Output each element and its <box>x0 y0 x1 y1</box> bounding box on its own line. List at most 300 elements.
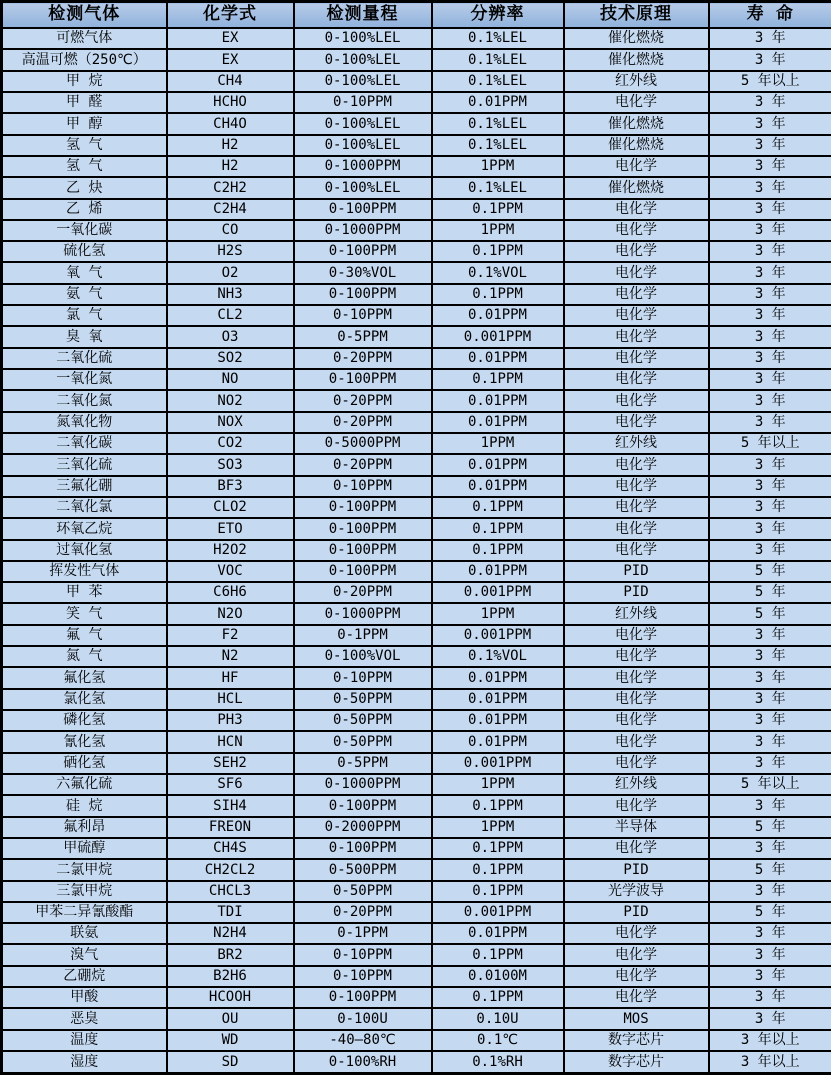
cell-technology-principle: 电化学 <box>564 795 709 816</box>
cell-detection-range: 0-100%LEL <box>294 177 432 198</box>
cell-resolution: 0.1PPM <box>432 795 564 816</box>
cell-technology-principle: 电化学 <box>564 476 709 497</box>
cell-gas-name: 溴气 <box>2 944 167 965</box>
cell-chemical-formula: B2H6 <box>167 966 294 987</box>
cell-lifespan: 3 年 <box>709 966 831 987</box>
cell-chemical-formula: BF3 <box>167 476 294 497</box>
table-body <box>2 28 831 1074</box>
cell-technology-principle: 电化学 <box>564 241 709 262</box>
cell-gas-name: 二氯甲烷 <box>2 859 167 880</box>
cell-chemical-formula: SD <box>167 1051 294 1074</box>
cell-resolution: 0.1%LEL <box>432 135 564 156</box>
cell-gas-name: 甲 醛 <box>2 92 167 113</box>
cell-gas-name: 湿度 <box>2 1051 167 1074</box>
cell-gas-name: 温度 <box>2 1030 167 1051</box>
cell-technology-principle: 红外线 <box>564 71 709 92</box>
cell-chemical-formula: SF6 <box>167 774 294 795</box>
cell-technology-principle: 电化学 <box>564 284 709 305</box>
cell-resolution: 1PPM <box>432 220 564 241</box>
cell-gas-name: 联氨 <box>2 923 167 944</box>
table-row <box>2 113 831 134</box>
cell-resolution: 0.1%LEL <box>432 49 564 70</box>
cell-chemical-formula: CH2CL2 <box>167 859 294 880</box>
table-row <box>2 731 831 752</box>
cell-chemical-formula: HCOOH <box>167 987 294 1008</box>
cell-technology-principle: 电化学 <box>564 838 709 859</box>
cell-lifespan: 3 年 <box>709 454 831 475</box>
cell-technology-principle: 催化燃烧 <box>564 28 709 49</box>
cell-detection-range: 0-100PPM <box>294 497 432 518</box>
cell-gas-name: 乙 炔 <box>2 177 167 198</box>
cell-detection-range: 0-100PPM <box>294 518 432 539</box>
cell-chemical-formula: H2O2 <box>167 540 294 561</box>
cell-detection-range: 0-1000PPM <box>294 774 432 795</box>
table-row <box>2 348 831 369</box>
cell-chemical-formula: EX <box>167 49 294 70</box>
cell-technology-principle: 电化学 <box>564 667 709 688</box>
cell-technology-principle: 光学波导 <box>564 881 709 902</box>
table-row <box>2 582 831 603</box>
cell-detection-range: 0-20PPM <box>294 348 432 369</box>
cell-lifespan: 5 年 <box>709 817 831 838</box>
cell-chemical-formula: VOC <box>167 561 294 582</box>
cell-resolution: 0.1PPM <box>432 944 564 965</box>
cell-gas-name: 笑 气 <box>2 603 167 624</box>
cell-lifespan: 5 年 <box>709 582 831 603</box>
cell-gas-name: 六氟化硫 <box>2 774 167 795</box>
cell-lifespan: 3 年 <box>709 92 831 113</box>
cell-gas-name: 氮氧化物 <box>2 412 167 433</box>
cell-chemical-formula: CO2 <box>167 433 294 454</box>
cell-chemical-formula: NH3 <box>167 284 294 305</box>
cell-gas-name: 高温可燃（250℃） <box>2 49 167 70</box>
cell-lifespan: 3 年 <box>709 135 831 156</box>
cell-detection-range: 0-50PPM <box>294 731 432 752</box>
cell-chemical-formula: O2 <box>167 262 294 283</box>
table-row <box>2 987 831 1008</box>
cell-resolution: 0.1PPM <box>432 199 564 220</box>
cell-detection-range: 0-50PPM <box>294 710 432 731</box>
cell-gas-name: 三氟化硼 <box>2 476 167 497</box>
cell-chemical-formula: H2 <box>167 135 294 156</box>
table-row <box>2 241 831 262</box>
cell-detection-range: 0-1PPM <box>294 625 432 646</box>
cell-chemical-formula: CL2 <box>167 305 294 326</box>
cell-chemical-formula: CHCL3 <box>167 881 294 902</box>
cell-technology-principle: PID <box>564 582 709 603</box>
table-row <box>2 92 831 113</box>
cell-detection-range: 0-20PPM <box>294 390 432 411</box>
cell-gas-name: 乙硼烷 <box>2 966 167 987</box>
cell-lifespan: 3 年 <box>709 262 831 283</box>
table-row <box>2 28 831 49</box>
table-row <box>2 902 831 923</box>
cell-resolution: 0.1%LEL <box>432 28 564 49</box>
cell-technology-principle: 电化学 <box>564 220 709 241</box>
cell-resolution: 0.1PPM <box>432 241 564 262</box>
table-row <box>2 625 831 646</box>
cell-resolution: 0.1℃ <box>432 1030 564 1051</box>
cell-resolution: 0.01PPM <box>432 92 564 113</box>
table-row <box>2 518 831 539</box>
cell-lifespan: 5 年 <box>709 603 831 624</box>
cell-gas-name: 硫化氢 <box>2 241 167 262</box>
cell-gas-name: 氟 气 <box>2 625 167 646</box>
cell-technology-principle: 红外线 <box>564 433 709 454</box>
cell-detection-range: 0-100PPM <box>294 241 432 262</box>
cell-chemical-formula: TDI <box>167 902 294 923</box>
table-row <box>2 710 831 731</box>
cell-resolution: 0.01PPM <box>432 348 564 369</box>
cell-detection-range: 0-50PPM <box>294 881 432 902</box>
cell-detection-range: 0-10PPM <box>294 305 432 326</box>
cell-technology-principle: 电化学 <box>564 518 709 539</box>
cell-resolution: 0.1PPM <box>432 369 564 390</box>
cell-detection-range: 0-20PPM <box>294 582 432 603</box>
cell-technology-principle: 电化学 <box>564 390 709 411</box>
cell-lifespan: 3 年 <box>709 518 831 539</box>
cell-chemical-formula: HCL <box>167 689 294 710</box>
cell-lifespan: 3 年 <box>709 944 831 965</box>
cell-gas-name: 二氧化硫 <box>2 348 167 369</box>
cell-gas-name: 可燃气体 <box>2 28 167 49</box>
header-cell-lifespan: 寿 命 <box>709 2 831 29</box>
cell-technology-principle: 电化学 <box>564 305 709 326</box>
cell-technology-principle: 电化学 <box>564 710 709 731</box>
cell-gas-name: 氮 气 <box>2 646 167 667</box>
cell-chemical-formula: NOX <box>167 412 294 433</box>
cell-resolution: 0.1PPM <box>432 518 564 539</box>
cell-technology-principle: 电化学 <box>564 348 709 369</box>
cell-lifespan: 5 年以上 <box>709 774 831 795</box>
cell-detection-range: 0-30%VOL <box>294 262 432 283</box>
cell-resolution: 0.001PPM <box>432 625 564 646</box>
cell-gas-name: 氢 气 <box>2 135 167 156</box>
cell-gas-name: 磷化氢 <box>2 710 167 731</box>
cell-technology-principle: 电化学 <box>564 646 709 667</box>
cell-chemical-formula: CO <box>167 220 294 241</box>
cell-technology-principle: 电化学 <box>564 326 709 347</box>
cell-resolution: 0.1%LEL <box>432 177 564 198</box>
cell-technology-principle: 电化学 <box>564 731 709 752</box>
cell-chemical-formula: F2 <box>167 625 294 646</box>
table-row <box>2 667 831 688</box>
cell-technology-principle: 电化学 <box>564 540 709 561</box>
table-row <box>2 923 831 944</box>
cell-gas-name: 环氧乙烷 <box>2 518 167 539</box>
cell-lifespan: 3 年 <box>709 1008 831 1029</box>
cell-detection-range: 0-50PPM <box>294 689 432 710</box>
cell-technology-principle: 电化学 <box>564 369 709 390</box>
cell-lifespan: 3 年 <box>709 476 831 497</box>
cell-lifespan: 3 年 <box>709 49 831 70</box>
table-row <box>2 753 831 774</box>
cell-technology-principle: 数字芯片 <box>564 1051 709 1074</box>
cell-chemical-formula: SO2 <box>167 348 294 369</box>
table-row <box>2 774 831 795</box>
cell-detection-range: 0-20PPM <box>294 412 432 433</box>
cell-lifespan: 3 年 <box>709 923 831 944</box>
cell-detection-range: 0-100PPM <box>294 369 432 390</box>
cell-detection-range: 0-1000PPM <box>294 220 432 241</box>
cell-technology-principle: 电化学 <box>564 966 709 987</box>
cell-detection-range: 0-100U <box>294 1008 432 1029</box>
cell-gas-name: 三氧化硫 <box>2 454 167 475</box>
cell-resolution: 0.01PPM <box>432 731 564 752</box>
cell-lifespan: 3 年 <box>709 305 831 326</box>
cell-technology-principle: 电化学 <box>564 944 709 965</box>
cell-gas-name: 二氧化氯 <box>2 497 167 518</box>
cell-technology-principle: 数字芯片 <box>564 1030 709 1051</box>
cell-technology-principle: 电化学 <box>564 199 709 220</box>
cell-detection-range: 0-1000PPM <box>294 156 432 177</box>
cell-detection-range: 0-100PPM <box>294 838 432 859</box>
table-row <box>2 540 831 561</box>
cell-lifespan: 3 年 <box>709 667 831 688</box>
cell-detection-range: 0-100%VOL <box>294 646 432 667</box>
cell-chemical-formula: O3 <box>167 326 294 347</box>
cell-technology-principle: PID <box>564 902 709 923</box>
cell-detection-range: 0-2000PPM <box>294 817 432 838</box>
cell-gas-name: 甲 苯 <box>2 582 167 603</box>
cell-gas-name: 过氧化氢 <box>2 540 167 561</box>
cell-lifespan: 3 年 <box>709 28 831 49</box>
cell-resolution: 0.01PPM <box>432 689 564 710</box>
table-row <box>2 881 831 902</box>
cell-technology-principle: 电化学 <box>564 923 709 944</box>
cell-gas-name: 氧 气 <box>2 262 167 283</box>
cell-resolution: 0.1%VOL <box>432 262 564 283</box>
cell-chemical-formula: ETO <box>167 518 294 539</box>
cell-technology-principle: 催化燃烧 <box>564 135 709 156</box>
cell-gas-name: 氢 气 <box>2 156 167 177</box>
cell-technology-principle: 电化学 <box>564 987 709 1008</box>
cell-technology-principle: PID <box>564 561 709 582</box>
cell-chemical-formula: CH4S <box>167 838 294 859</box>
cell-resolution: 0.1PPM <box>432 540 564 561</box>
cell-gas-name: 乙 烯 <box>2 199 167 220</box>
table-row <box>2 966 831 987</box>
cell-technology-principle: 电化学 <box>564 625 709 646</box>
cell-technology-principle: 电化学 <box>564 454 709 475</box>
cell-lifespan: 3 年 <box>709 710 831 731</box>
cell-resolution: 0.001PPM <box>432 902 564 923</box>
cell-chemical-formula: H2S <box>167 241 294 262</box>
cell-resolution: 1PPM <box>432 817 564 838</box>
cell-chemical-formula: SO3 <box>167 454 294 475</box>
table-row <box>2 1051 831 1074</box>
cell-resolution: 0.1PPM <box>432 881 564 902</box>
cell-detection-range: 0-5PPM <box>294 326 432 347</box>
cell-gas-name: 硒化氢 <box>2 753 167 774</box>
table-row <box>2 689 831 710</box>
table-row <box>2 476 831 497</box>
cell-detection-range: 0-100PPM <box>294 987 432 1008</box>
cell-detection-range: 0-10PPM <box>294 944 432 965</box>
cell-lifespan: 5 年 <box>709 561 831 582</box>
cell-detection-range: 0-10PPM <box>294 966 432 987</box>
cell-resolution: 0.001PPM <box>432 326 564 347</box>
cell-chemical-formula: C6H6 <box>167 582 294 603</box>
cell-chemical-formula: C2H4 <box>167 199 294 220</box>
cell-lifespan: 3 年 <box>709 497 831 518</box>
cell-technology-principle: MOS <box>564 1008 709 1029</box>
header-cell-chemical-formula: 化学式 <box>167 2 294 29</box>
cell-lifespan: 5 年以上 <box>709 71 831 92</box>
cell-technology-principle: PID <box>564 859 709 880</box>
table-row <box>2 795 831 816</box>
cell-detection-range: 0-100%LEL <box>294 113 432 134</box>
cell-gas-name: 一氧化碳 <box>2 220 167 241</box>
cell-chemical-formula: WD <box>167 1030 294 1051</box>
cell-detection-range: 0-1PPM <box>294 923 432 944</box>
cell-lifespan: 3 年 <box>709 540 831 561</box>
table-header <box>2 2 831 29</box>
cell-detection-range: 0-10PPM <box>294 476 432 497</box>
table-row <box>2 412 831 433</box>
cell-technology-principle: 电化学 <box>564 497 709 518</box>
cell-technology-principle: 电化学 <box>564 689 709 710</box>
cell-technology-principle: 电化学 <box>564 262 709 283</box>
cell-resolution: 0.001PPM <box>432 582 564 603</box>
table-row <box>2 177 831 198</box>
cell-chemical-formula: SEH2 <box>167 753 294 774</box>
cell-lifespan: 3 年 <box>709 753 831 774</box>
cell-lifespan: 3 年 <box>709 731 831 752</box>
cell-chemical-formula: OU <box>167 1008 294 1029</box>
cell-lifespan: 3 年 <box>709 838 831 859</box>
cell-detection-range: 0-20PPM <box>294 454 432 475</box>
cell-gas-name: 一氧化氮 <box>2 369 167 390</box>
table-row <box>2 497 831 518</box>
cell-gas-name: 甲 烷 <box>2 71 167 92</box>
cell-technology-principle: 红外线 <box>564 774 709 795</box>
cell-detection-range: 0-100PPM <box>294 561 432 582</box>
cell-gas-name: 氯化氢 <box>2 689 167 710</box>
cell-lifespan: 3 年以上 <box>709 1051 831 1074</box>
header-cell-gas-name: 检测气体 <box>2 2 167 29</box>
table-row <box>2 220 831 241</box>
cell-gas-name: 氟利昂 <box>2 817 167 838</box>
header-cell-detection-range: 检测量程 <box>294 2 432 29</box>
table-row <box>2 603 831 624</box>
cell-resolution: 0.10U <box>432 1008 564 1029</box>
cell-detection-range: 0-100PPM <box>294 795 432 816</box>
cell-detection-range: 0-100%LEL <box>294 28 432 49</box>
cell-resolution: 0.01PPM <box>432 412 564 433</box>
cell-technology-principle: 催化燃烧 <box>564 177 709 198</box>
cell-resolution: 0.1%RH <box>432 1051 564 1074</box>
cell-detection-range: 0-1000PPM <box>294 603 432 624</box>
cell-gas-name: 恶臭 <box>2 1008 167 1029</box>
cell-detection-range: 0-100PPM <box>294 284 432 305</box>
cell-lifespan: 3 年 <box>709 390 831 411</box>
cell-technology-principle: 半导体 <box>564 817 709 838</box>
cell-technology-principle: 红外线 <box>564 603 709 624</box>
cell-resolution: 1PPM <box>432 433 564 454</box>
table-row <box>2 369 831 390</box>
table-row <box>2 838 831 859</box>
table-row <box>2 135 831 156</box>
cell-gas-name: 二氧化氮 <box>2 390 167 411</box>
cell-lifespan: 3 年 <box>709 369 831 390</box>
table-row <box>2 859 831 880</box>
cell-lifespan: 3 年 <box>709 241 831 262</box>
cell-lifespan: 3 年 <box>709 220 831 241</box>
table-row <box>2 944 831 965</box>
table-row <box>2 284 831 305</box>
table-row <box>2 71 831 92</box>
header-cell-technology-principle: 技术原理 <box>564 2 709 29</box>
cell-detection-range: 0-100PPM <box>294 199 432 220</box>
cell-chemical-formula: HF <box>167 667 294 688</box>
cell-lifespan: 3 年 <box>709 646 831 667</box>
cell-chemical-formula: CH4O <box>167 113 294 134</box>
cell-resolution: 1PPM <box>432 603 564 624</box>
cell-gas-name: 挥发性气体 <box>2 561 167 582</box>
cell-gas-name: 氟化氢 <box>2 667 167 688</box>
cell-chemical-formula: BR2 <box>167 944 294 965</box>
cell-lifespan: 5 年 <box>709 859 831 880</box>
cell-resolution: 0.0100M <box>432 966 564 987</box>
cell-gas-name: 甲酸 <box>2 987 167 1008</box>
cell-chemical-formula: SIH4 <box>167 795 294 816</box>
cell-gas-name: 硅 烷 <box>2 795 167 816</box>
cell-resolution: 0.1PPM <box>432 838 564 859</box>
cell-detection-range: 0-100%LEL <box>294 49 432 70</box>
cell-chemical-formula: C2H2 <box>167 177 294 198</box>
cell-resolution: 0.1%LEL <box>432 71 564 92</box>
cell-lifespan: 5 年 <box>709 902 831 923</box>
cell-resolution: 0.1PPM <box>432 284 564 305</box>
cell-lifespan: 3 年 <box>709 199 831 220</box>
cell-lifespan: 3 年 <box>709 625 831 646</box>
cell-resolution: 1PPM <box>432 774 564 795</box>
cell-resolution: 0.01PPM <box>432 305 564 326</box>
cell-lifespan: 3 年 <box>709 987 831 1008</box>
cell-lifespan: 3 年 <box>709 689 831 710</box>
cell-detection-range: 0-10PPM <box>294 92 432 113</box>
cell-lifespan: 3 年 <box>709 156 831 177</box>
table-row <box>2 305 831 326</box>
cell-lifespan: 5 年以上 <box>709 433 831 454</box>
cell-technology-principle: 电化学 <box>564 92 709 113</box>
cell-detection-range: 0-5PPM <box>294 753 432 774</box>
cell-chemical-formula: HCN <box>167 731 294 752</box>
cell-detection-range: 0-10PPM <box>294 667 432 688</box>
cell-chemical-formula: N2H4 <box>167 923 294 944</box>
cell-gas-name: 氯 气 <box>2 305 167 326</box>
cell-resolution: 0.01PPM <box>432 454 564 475</box>
cell-technology-principle: 催化燃烧 <box>564 49 709 70</box>
cell-lifespan: 3 年 <box>709 348 831 369</box>
cell-resolution: 0.001PPM <box>432 753 564 774</box>
cell-chemical-formula: HCHO <box>167 92 294 113</box>
cell-chemical-formula: CLO2 <box>167 497 294 518</box>
cell-detection-range: 0-100%LEL <box>294 71 432 92</box>
cell-resolution: 0.01PPM <box>432 390 564 411</box>
cell-resolution: 0.01PPM <box>432 923 564 944</box>
cell-resolution: 0.1PPM <box>432 859 564 880</box>
cell-resolution: 0.1%LEL <box>432 113 564 134</box>
cell-technology-principle: 电化学 <box>564 753 709 774</box>
cell-gas-name: 二氧化碳 <box>2 433 167 454</box>
cell-resolution: 0.01PPM <box>432 561 564 582</box>
header-cell-resolution: 分辨率 <box>432 2 564 29</box>
cell-gas-name: 甲 醇 <box>2 113 167 134</box>
cell-chemical-formula: NO <box>167 369 294 390</box>
cell-lifespan: 3 年以上 <box>709 1030 831 1051</box>
